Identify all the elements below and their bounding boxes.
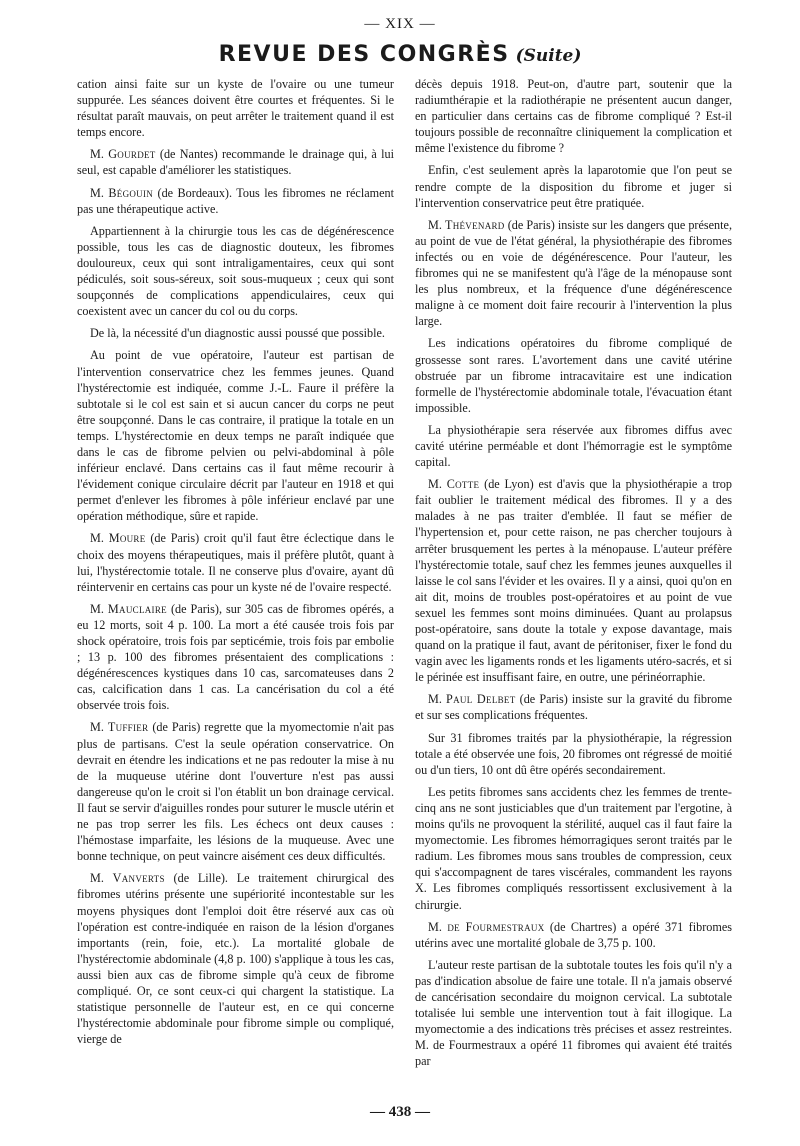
speaker-name: Gourdet: [108, 147, 156, 162]
speaker-name: Cotte: [446, 477, 480, 492]
speaker-prefix: M.: [90, 531, 109, 546]
paragraph: [415, 217, 732, 330]
paragraph: [77, 146, 394, 178]
paragraph-text: L'auteur reste partisan de la subtotale toutes les fois qu'il n'y a pas d'indication absolue de faire une totale. Il n'a jamais observé de cancérisation secondaire du moignon cervical. La subtotale totalisée lui semble une intervention tout à fait illogique. La myomectomie a des indications très précises et assez restreintes. M. de Fourmestraux a opéré 11 fibromes qui avaient été traités par: [415, 957, 732, 1069]
paragraph: [415, 691, 732, 723]
paragraph-text: décès depuis 1918. Peut-on, d'autre part, soutenir que la radiumthérapie et la radiothérapie ne présentent aucun danger, en particulier dans certains cas de fibrome compliqué ? Est-il toujours possible de reconnaître cliniquement la complication et même l'existence du fibrome ?: [415, 77, 732, 156]
paragraph: [415, 76, 732, 156]
paragraph-text: De là, la nécessité d'un diagnostic aussi poussé que possible.: [90, 326, 385, 341]
paragraph: [77, 76, 394, 140]
paragraph: [77, 325, 394, 341]
roman-page-number: — XIX —: [364, 16, 436, 32]
speaker-prefix: M.: [90, 720, 108, 735]
right-column: [415, 76, 732, 1075]
speaker-name: de Fourmestraux: [447, 919, 545, 934]
paragraph-text: Les petits fibromes sans accidents chez les femmes de trente-cinq ans ne sont justiciables que d'un traitement par l'ergotine, à moins qu'ils ne provoquent la stérilité, auquel cas il faut faire la myomectomie. Les fibromes hémorragiques seront traités par le radium. Les fibromes mous sans troubles de compression, ceux qui s'accompagnent de tares viscérales, commandent les rayons X. Les fibromes compliqués ressortissent exclusivement à la chirurgie.: [415, 784, 732, 912]
paragraph-text: Les indications opératoires du fibrome compliqué de grossesse sont rares. L'avortement dans une cavité utérine obstruée par un fibrome intracavitaire est une indication formelle de l'hystérectomie abdominale totale, l'évacuation étant impossible.: [415, 336, 732, 415]
paragraph: [77, 347, 394, 524]
paragraph-text: (de Paris) insiste sur les dangers que présente, au point de vue de l'état général, la physiothérapie des fibromes infectés ou en voie de dégénérescence. Pour l'auteur, les fibromes qui ne se manifestent qu'à l'âge de la ménopause sont les plus nombreux, et la fréquence d'une dégénérescence maligne à ce moment doit faire recourir à l'intervention la plus large.: [415, 217, 732, 329]
paragraph-text: (de Paris) insiste sur la gravité du fibrome et sur ses complications fréquentes.: [415, 692, 732, 723]
left-column: [77, 76, 394, 1053]
paragraph-text: (de Chartres) a opéré 371 fibromes utérins avec une mortalité globale de 3,75 p. 100.: [415, 919, 732, 950]
paragraph-text: Enfin, c'est seulement après la laparotomie que l'on peut se rendre compte de la disposition du fibrome et juger si l'intervention conservatrice peut être pratiquée.: [415, 163, 732, 210]
paragraph: [415, 957, 732, 1070]
speaker-prefix: M.: [428, 692, 447, 707]
title-text: REVUE DES CONGRÈS: [218, 42, 510, 67]
speaker-name: Moure: [108, 531, 146, 546]
paragraph: [415, 335, 732, 415]
paragraph-text: (de Lyon) est d'avis que la physiothérapie a trop fait oublier le traitement médical des fibromes. Il y a des malades à ne pas traiter d'emblée. Il faut se méfier de l'hypertension et, pour cette raison, ne pas chercher toujours à arrêter brusquement les pertes à la ménopause. L'auteur préfère l'hystérectomie totale, sauf chez les femmes jeunes auxquelles il laisse le col sans l'évider et les ovaires. Il y a ainsi, quoi qu'on en ait dit, moins de troubles post-opératoires et au point de vue sexuel les femmes sont moins diminuées. Quant au prolapsus post-opératoire, sans doute la totale y expose davantage, mais quand on la pratique il faut, avant de péritoniser, fixer le fond du vagin avec les ligaments ronds et les ligaments utéro-sacrés, et si le périnée est insuffisant faire, en outre, une périnéorraphie.: [415, 477, 732, 685]
paragraph: [415, 919, 732, 951]
paragraph: [415, 730, 732, 778]
speaker-prefix: M.: [90, 601, 108, 616]
speaker-name: Thévenard: [444, 217, 505, 232]
paragraph: [415, 422, 732, 470]
paragraph-text: (de Paris) regrette que la myomectomie n'ait pas plus de partisans. C'est la seule opération conservatrice. On devrait en étendre les indications et ne pas redouter la mise à nu de la muqueuse utérine dont l'ouverture n'est pas aussi dangereuse qu'on le croit si l'on établit un bon drainage cervical. Il faut se servir d'aiguilles rondes pour suturer le muscle utérin et ne pas trop serrer les fils. Les échecs ont deux causes : l'hémostase imparfaite, les lésions de la muqueuse. Avec une bonne technique, on peut vaincre aisément ces deux difficultés.: [77, 720, 394, 864]
paragraph-text: Au point de vue opératoire, l'auteur est partisan de l'intervention conservatrice chez les femmes jeunes. Quand l'hystérectomie est indiquée, comme J.-L. Faure il préfère la subtotale si le col est sain et si aucun cancer du corps ne peut être soupçonné. Dans le cas contraire, il pratique la totale en un temps. L'hystérectomie en deux temps ne paraît indiquée que dans le cas de fibrome pelvien ou pelvi-abdominal à pôle inférieur enclavé. Dans certains cas il faut même recourir à l'évidement conique circulaire décrit par l'auteur en 1918 et qui permet d'enlever les fibromes à pôle inférieur enclavé par une opération méthodique, sûre et rapide.: [77, 348, 394, 524]
speaker-name: Paul Delbet: [446, 692, 516, 707]
paragraph-text: cation ainsi faite sur un kyste de l'ovaire ou une tumeur suppurée. Les séances doivent être courtes et fréquentes. Si le résultat paraît mauvais, on peut arrêter le traitement quand il est temps encore.: [77, 77, 394, 140]
paragraph: [77, 185, 394, 217]
speaker-prefix: M.: [428, 477, 447, 492]
paragraph: [415, 162, 732, 210]
paragraph-text: (de Paris), sur 305 cas de fibromes opérés, a eu 12 morts, soit 4 p. 100. La mort a été causée trois fois par shock opératoire, trois fois par septicémie, trois fois par embolie ; 13 p. 100 des fibromes présentaient des complications : dégénérescences kystiques dans 10 cas, sarcomateuses dans 2 cas, calcification dans 1 cas. La cancérisation du col a été observée trois fois.: [77, 601, 394, 713]
paragraph: [415, 476, 732, 685]
speaker-prefix: M.: [428, 919, 448, 934]
paragraph-text: (de Lille). Le traitement chirurgical des fibromes utérins présente une supériorité incontestable sur les moyens physiques dont l'emploi doit être réservé aux cas où l'opération est contre-indiquée en raison de la lésion d'organes importants (rein, foie, etc.). La mortalité globale de l'hystérectomie abdominale (4,8 p. 100) s'applique à tous les cas, aussi bien aux cas de fibrome simple qu'à ceux de fibrome compliqué. Or, ce sont ceux-ci qui chargent la statistique. La statistique personnelle de l'auteur est, en ce qui concerne l'hystérectomie abdominale pour fibrome simple ou compliqué, vierge de: [77, 871, 394, 1047]
paragraph-text: La physiothérapie sera réservée aux fibromes diffus avec cavité utérine perméable et dont l'hémorragie est le symptôme capital.: [415, 422, 732, 470]
speaker-name: Vanverts: [112, 871, 165, 886]
speaker-prefix: M.: [428, 217, 445, 232]
speaker-name: Mauclaire: [107, 601, 167, 616]
speaker-name: Tuffier: [107, 720, 149, 735]
page-title: [0, 42, 800, 67]
paragraph: [77, 870, 394, 1047]
speaker-prefix: M.: [90, 147, 109, 162]
page-number: — 438 —: [370, 1104, 430, 1120]
paragraph-text: (de Paris) croit qu'il faut être éclectique dans le choix des moyens thérapeutiques, mais il préfère plutôt, quant à lui, l'hystérectomie totale. Il ne conserve plus d'ovaire, ayant dû réintervenir en certains cas pour un kyste né de l'ovaire respecté.: [77, 531, 394, 594]
speaker-prefix: M.: [90, 871, 113, 886]
paragraph: [77, 223, 394, 320]
paragraph: [77, 719, 394, 864]
paragraph-text: Appartiennent à la chirurgie tous les cas de dégénérescence possible, tous les cas de diagnostic douteux, les fibromes douloureux, ceux qui sont intraligamentaires, ceux qui sont pédiculés, soit sous-séreux, soit sous-muqueux ; ceux qui sont soupçonnés de complications appendiculaires, ceux qui coexistent avec un cancer du col ou du corps.: [77, 223, 394, 319]
paragraph: [77, 530, 394, 594]
paragraph: [77, 601, 394, 714]
title-suite: (Suite): [515, 46, 582, 66]
paragraph: [415, 784, 732, 913]
paragraph-text: (de Bordeaux). Tous les fibromes ne réclament pas une thérapeutique active.: [77, 185, 394, 216]
speaker-name: Bégouin: [108, 185, 154, 200]
paragraph-text: Sur 31 fibromes traités par la physiothérapie, la régression totale a été observée une fois, 20 fibromes ont régressé de moitié ou d'un tiers, 10 ont dû être opérés secondairement.: [415, 730, 732, 777]
paragraph-text: (de Nantes) recommande le drainage qui, à lui seul, est capable d'améliorer les statistiques.: [77, 147, 395, 178]
speaker-prefix: M.: [90, 185, 109, 200]
